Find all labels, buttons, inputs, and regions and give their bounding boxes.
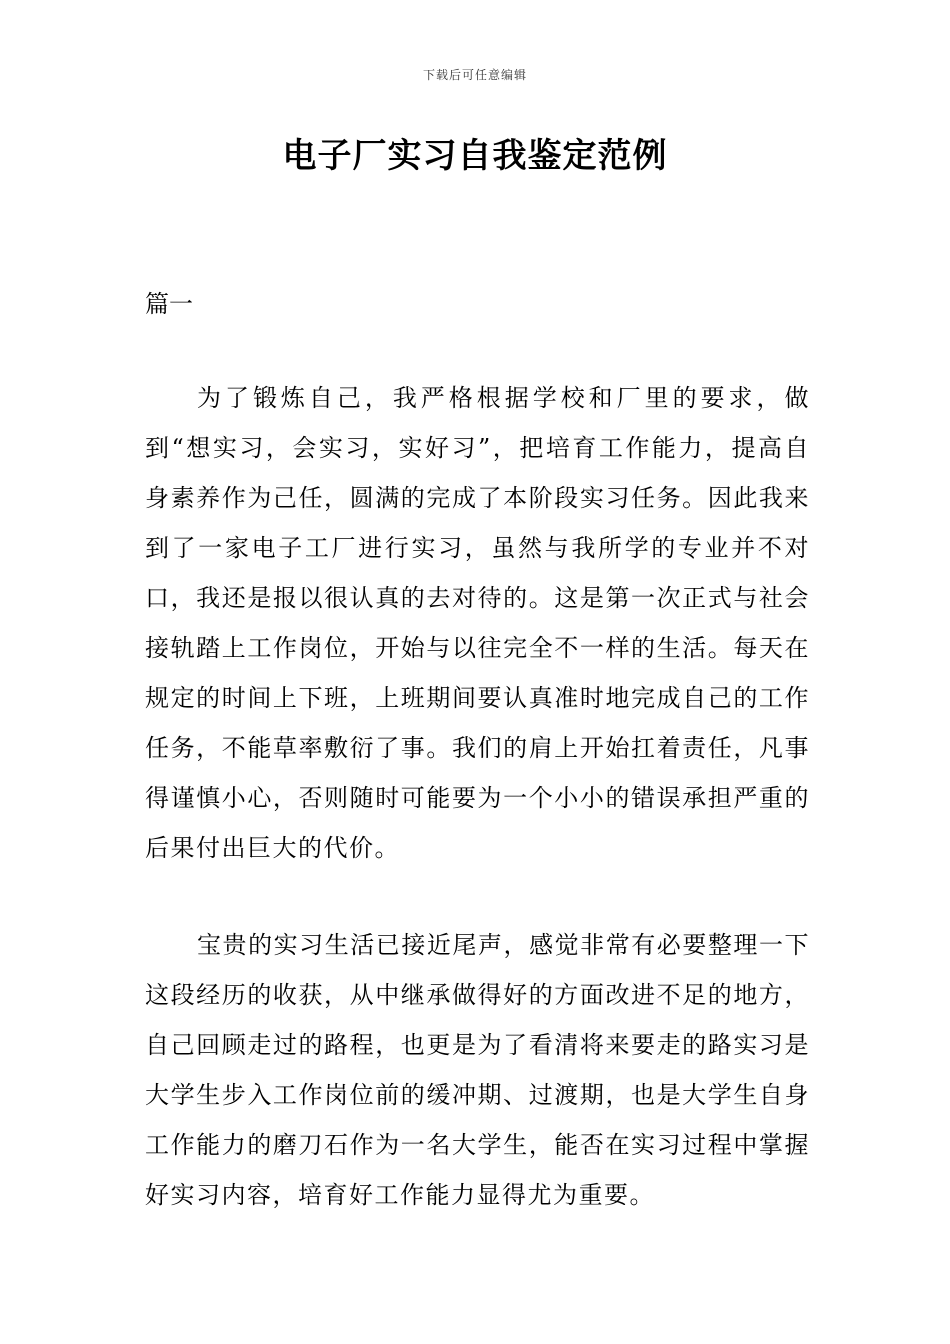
document-title: 电子厂实习自我鉴定范例 xyxy=(282,136,668,176)
section-label: 篇一 xyxy=(145,290,193,318)
paragraph-2: 宝贵的实习生活已接近尾声，感觉非常有必要整理一下这段经历的收获，从中继承做得好的方面改进不足的地方，自己回顾走过的路程，也更是为了看清将来要走的路实习是大学生步入工作岗位前的缓冲期、过渡期，也是大学生自身工作能力的磨刀石作为一名大学生，能否在实习过程中掌握好实习内容，培育好工作能力显得尤为重要。 xyxy=(145,931,810,1209)
paragraph-1: 为了锻炼自己，我严格根据学校和厂里的要求，做到“想实习，会实习，实好习”，把培育工作能力，提高自身素养作为己任，圆满的完成了本阶段实习任务。因此我来到了一家电子工厂进行实习，虽然与我所学的专业并不对口，我还是报以很认真的去对待的。这是第一次正式与社会接轨踏上工作岗位，开始与以往完全不一样的生活。每天在规定的时间上下班，上班期间要认真准时地完成自己的工作任务，不能草率敷衍了事。我们的肩上开始扛着责任，凡事得谨慎小心，否则随时可能要为一个小小的错误承担严重的后果付出巨大的代价。 xyxy=(145,384,810,862)
header-note: 下载后可任意编辑 xyxy=(422,68,527,82)
